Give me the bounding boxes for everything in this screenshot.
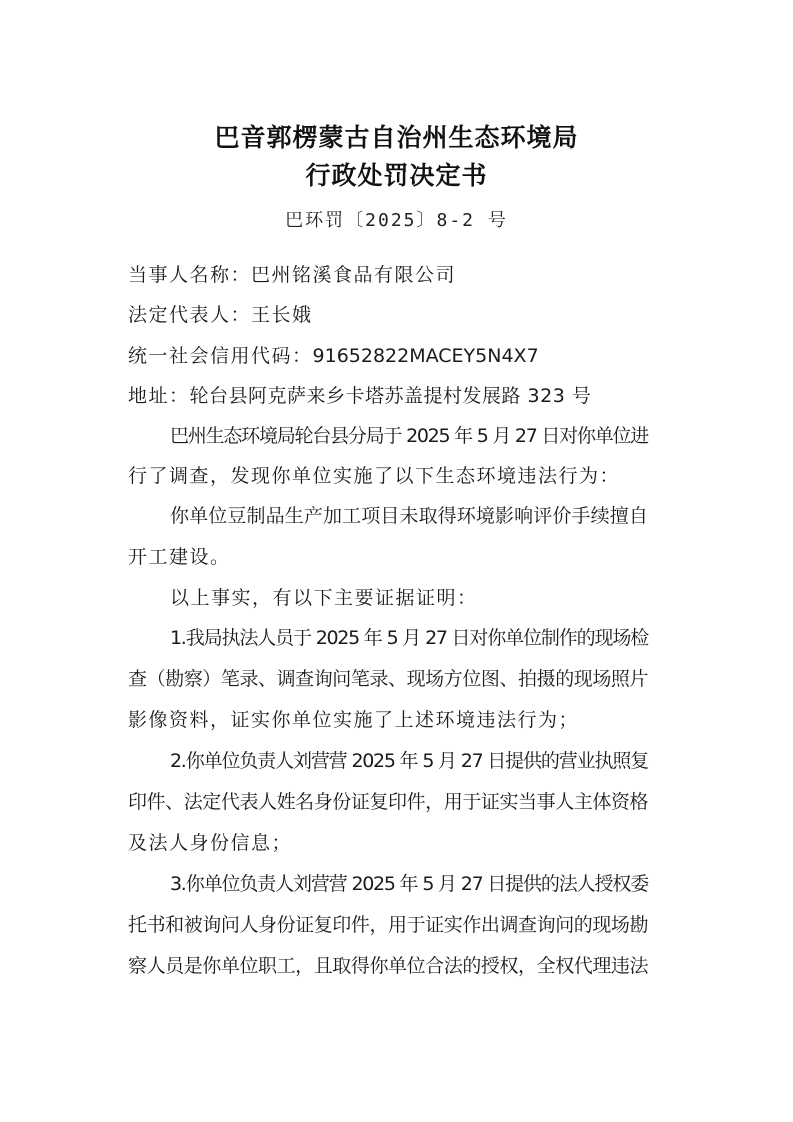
- legal-representative-label: 法定代表人：: [128, 304, 252, 326]
- party-name-row: [128, 262, 648, 288]
- body-line: 及法人身份信息；: [128, 832, 293, 854]
- body-line: 察人员是你单位职工，且取得你单位合法的授权，全权代理违法: [128, 955, 648, 977]
- agency-title: 巴音郭楞蒙古自治州生态环境局: [214, 123, 579, 152]
- body-line: 印件、法定代表人姓名身份证复印件，用于证实当事人主体资格: [128, 791, 648, 813]
- credit-code-value: 91652822MACEY5N4X7: [312, 345, 539, 367]
- body-line: 开工建设。: [128, 546, 231, 568]
- address-row: [128, 383, 648, 409]
- address-label: 地址：: [128, 385, 190, 407]
- body-line: 查（勘察）笔录、调查询问笔录、现场方位图、拍摄的现场照片: [128, 668, 648, 690]
- credit-code-label: 统一社会信用代码：: [128, 345, 313, 367]
- body-line: 托书和被询问人身份证复印件，用于证实作出调查询问的现场勘: [128, 914, 648, 936]
- body-line: 3.你单位负责人刘营营 2025 年 5 月 27 日提供的法人授权委: [170, 873, 648, 895]
- legal-representative-row: [128, 302, 648, 328]
- body-line: 影像资料，证实你单位实施了上述环境违法行为；: [128, 709, 580, 731]
- body-line: 行了调查，发现你单位实施了以下生态环境违法行为：: [128, 465, 621, 487]
- document-type-title: 行政处罚决定书: [305, 161, 488, 190]
- address-value: 轮台县阿克萨来乡卡塔苏盖提村发展路 323 号: [189, 385, 592, 407]
- document-number: 巴环罚〔2025〕8-2 号: [285, 210, 508, 231]
- party-name-label: 当事人名称：: [128, 264, 252, 286]
- body-line: 以上事实，有以下主要证据证明：: [170, 587, 478, 609]
- body-line: 你单位豆制品生产加工项目未取得环境影响评价手续擅自: [170, 505, 648, 527]
- body-line: 2.你单位负责人刘营营 2025 年 5 月 27 日提供的营业执照复: [170, 750, 648, 772]
- legal-representative-value: 王长娥: [251, 304, 313, 326]
- body-line: 巴州生态环境局轮台县分局于 2025 年 5 月 27 日对你单位进: [170, 425, 648, 447]
- credit-code-row: [128, 343, 648, 369]
- body-line: 1.我局执法人员于 2025 年 5 月 27 日对你单位制作的现场检: [170, 627, 648, 649]
- party-name-value: 巴州铭溪食品有限公司: [251, 264, 457, 286]
